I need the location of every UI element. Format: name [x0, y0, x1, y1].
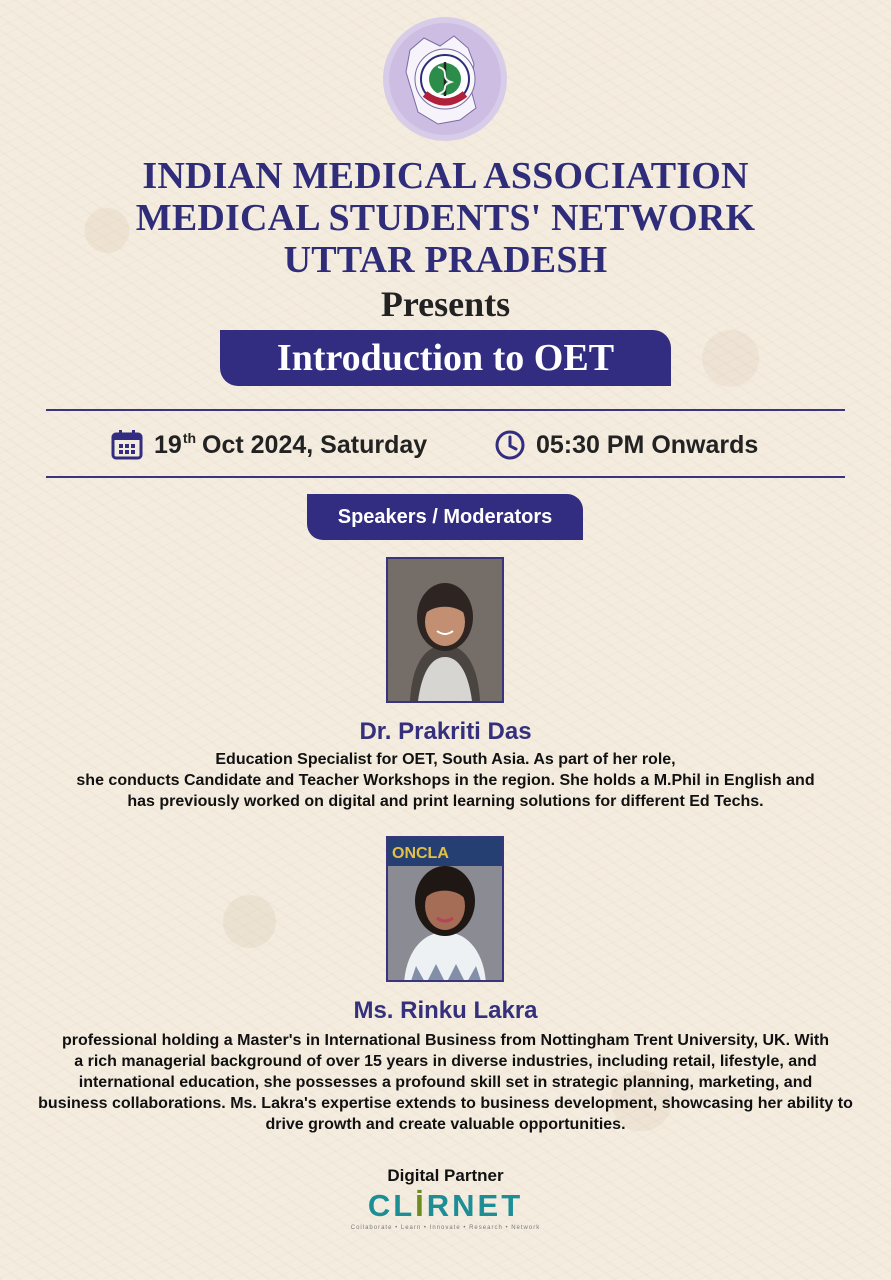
speaker-photo-1 — [386, 557, 504, 703]
org-line-2: MEDICAL STUDENTS' NETWORK — [135, 197, 756, 239]
speaker-2-name: Ms. Rinku Lakra — [353, 997, 538, 1024]
speaker-2-bio-line-5: drive growth and create valuable opportunities. — [265, 1116, 626, 1133]
ima-msn-up-logo-icon — [382, 16, 508, 142]
calendar-icon — [110, 428, 144, 462]
speakers-heading-badge — [307, 494, 583, 540]
event-datetime-row — [0, 425, 891, 465]
speaker-2-bio-line-3: international education, she possesses a profound skill set in strategic planning, marketing, and — [78, 1074, 813, 1091]
date-suffix: th — [182, 430, 197, 447]
org-line-1: INDIAN MEDICAL ASSOCIATION — [142, 155, 749, 197]
speaker-2-bio — [20, 1030, 871, 1135]
date-rest: Oct 2024, Saturday — [202, 430, 428, 459]
clirnet-tagline: Collaborate • Learn • Innovate • Research • Network — [350, 1225, 541, 1231]
org-line-3: UTTAR PRADESH — [283, 239, 608, 281]
clirnet-logo — [0, 1189, 891, 1232]
event-time — [494, 425, 758, 465]
speakers-heading: Speakers / Moderators — [337, 505, 553, 528]
speaker-photo-2 — [386, 836, 504, 982]
event-date — [110, 425, 427, 465]
speaker-1-name: Dr. Prakriti Das — [359, 718, 532, 745]
clirnet-word-start: CL — [367, 1188, 416, 1223]
bottom-divider — [46, 476, 845, 478]
event-title-banner — [220, 330, 671, 386]
photo-backdrop-text: ONCLA — [392, 845, 449, 862]
speaker-1-bio-line-1: Education Specialist for OET, South Asia. As part of her role, — [215, 751, 676, 768]
speaker-1-bio — [20, 749, 871, 812]
logo-graphic — [382, 16, 508, 142]
organizer-title-block — [0, 155, 891, 325]
clirnet-word-accent: İ — [415, 1188, 427, 1223]
event-title: Introduction to OET — [276, 337, 615, 379]
speaker-1-bio-line-3: has previously worked on digital and print learning solutions for different Ed Techs. — [127, 793, 764, 810]
date-day: 19 — [154, 430, 182, 459]
speaker-1-bio-line-2: she conducts Candidate and Teacher Workshops in the region. She holds a M.Phil in English and — [76, 772, 815, 789]
speaker-2-bio-line-1: professional holding a Master's in International Business from Nottingham Trent University, UK. With — [61, 1032, 829, 1049]
event-date-text — [154, 431, 427, 460]
event-time-text: 05:30 PM Onwards — [536, 430, 759, 459]
clirnet-wordmark — [368, 1189, 523, 1223]
speaker-photo-icon — [388, 838, 502, 982]
top-divider — [46, 409, 845, 411]
clirnet-word-end: RNET — [426, 1188, 524, 1223]
digital-partner-label: Digital Partner — [387, 1166, 504, 1185]
speaker-photo-icon — [388, 559, 502, 701]
speaker-2-bio-line-4: business collaborations. Ms. Lakra's expertise extends to business development, showcasing her ability to — [38, 1095, 853, 1112]
presents-label: Presents — [380, 284, 511, 324]
speaker-2-bio-line-2: a rich managerial background of over 15 years in diverse industries, including retail, lifestyle, and — [74, 1053, 817, 1070]
clock-icon — [494, 429, 526, 461]
